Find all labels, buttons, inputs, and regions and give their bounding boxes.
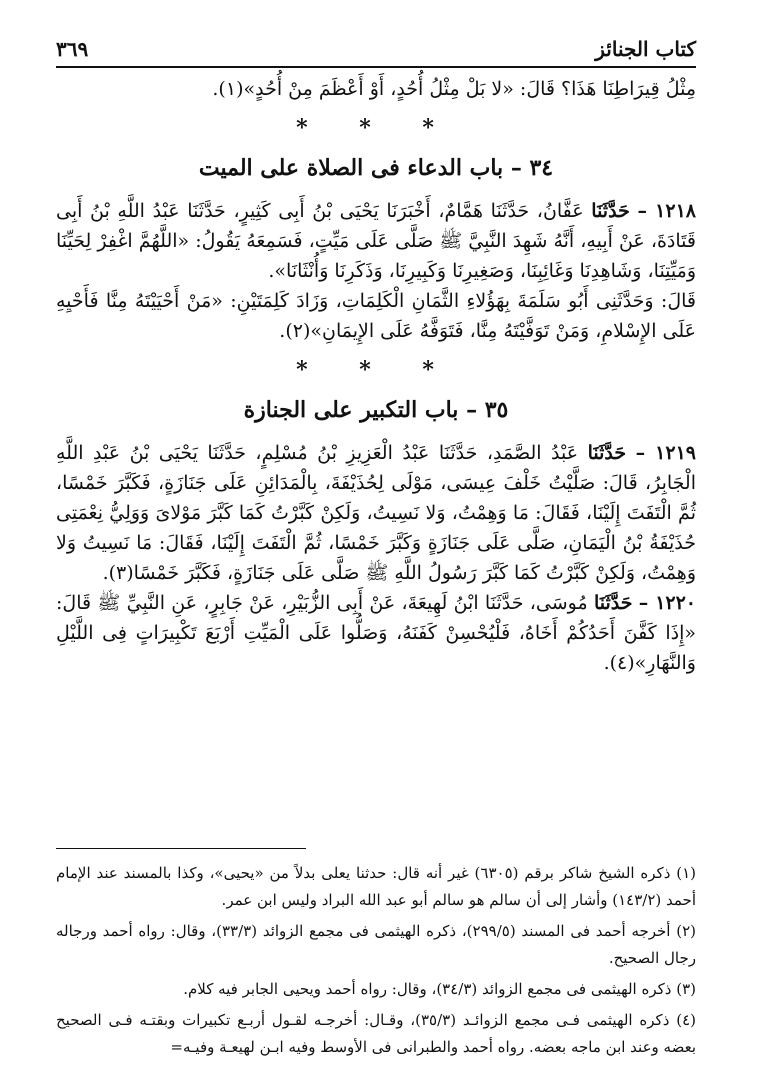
page-body [56,74,696,678]
page-header [56,36,696,68]
hadith-number: ١٢٢٠ – [638,592,697,614]
hadith-1219 [56,438,696,588]
footnote-divider [56,848,306,849]
hadith-1218-continuation: قَالَ: وَحَدَّثَنِى أَبُو سَلَمَةَ بِهَؤُلاءِ الثَّمَانِ الْكَلِمَاتِ، وَزَادَ كَلِمَتَيْنِ: «مَنْ أَحْيَيْتَهُ مِنَّا فَأَحْيِهِ عَلَى الإِسْلامِ، وَمَنْ تَوَفَّيْتَهُ مِنَّا، فَتَوَفَّهُ عَلَى الإِيمَانِ»(٢). [56,290,696,342]
hadith-text: عَبْدُ الصَّمَدِ، حَدَّثَنَا عَبْدُ الْعَزِيزِ بْنُ مُسْلِمٍ، حَدَّثَنَا يَحْيَى بْنُ عَبْدِ اللَّهِ الْجَابِرُ، قَالَ: صَلَّيْتُ خَلْفَ عِيسَى، مَوْلَى لِحُذَيْفَةَ، بِالْمَدَائِنِ عَلَى جَنَازَةٍ، فَكَبَّرَ خَمْسًا، ثُمَّ الْتَفَتَ إِلَيْنَا، فَقَالَ: مَا وَهِمْتُ، وَلا نَسِيتُ، وَلَكِنْ كَبَّرْتُ كَمَا كَبَّرَ مَوْلاىَ وَوَلِيُّ نِعْمَتِى حُذَيْفَةُ بْنُ الْيَمَانِ، صَلَّى عَلَى جَنَازَةٍ وَكَبَّرَ خَمْسًا، ثُمَّ الْتَفَتَ إِلَيْنَا، فَقَالَ: مَا نَسِيتُ وَلا وَهِمْتُ، وَلَكِنْ كَبَّرْتُ كَمَا كَبَّرَ رَسُولُ اللَّهِ ﷺ صَلَّى عَلَى جَنَازَةٍ، فَكَبَّرَ خَمْسًا(٣). [56,442,696,584]
section-separator: * * * [296,115,456,141]
footnote-1: (١) ذكره الشيخ شاكر برقم (٦٣٠٥) غير أنه قال: حدثنا يعلى بدلاً من «يحيى»، وكذا بالمسند عند الإمام أحمد (١٤٣/٢) وأشار إلى أن سالم هو سالم أبو عبد الله البراد وليس ابن عمر. [56,864,696,909]
footnote-2: (٢) أخرجه أحمد فى المسند (٢٩٩/٥)، ذكره الهيثمى فى مجمع الزوائد (٣٣/٣)، وقال: رواه أحمد ورجاله رجال الصحيح. [56,922,696,967]
intro-text: مِثْلُ قِيرَاطِنَا هَذَا؟ قَالَ: «لا بَلْ مِثْلُ أُحُدٍ، أَوْ أَعْظَمَ مِنْ أُحُدٍ»(١). [212,78,696,100]
footnote-3: (٣) ذكره الهيثمى فى مجمع الزوائد (٣٤/٣)، وقال: رواه أحمد ويحيى الجابر فيه كلام. [183,980,696,998]
hadith-1218 [56,196,696,286]
page-number: ٣٦٩ [56,37,89,61]
footnote-4: (٤) ذكره الهيثمى فـى مجمع الزوائـد (٣٥/٣)، وقـال: أخرجـه لقـول أربـع تكبيرات وبقتـه فـى الصحيح بعضه وعند ابن ماجه بعضه. رواه أحمد والطبرانى فى الأوسط وفيه ابـن لهيعـة وفيـه= [56,1011,696,1056]
hadith-1220 [56,588,696,678]
chapter-35-title: ٣٥ – باب التكبير على الجنازة [243,397,509,423]
hadith-lead: حَدَّثَنَا [593,592,633,614]
hadith-number: ١٢١٨ – [637,200,696,222]
hadith-text: عَفَّانُ، حَدَّثَنَا هَمَّامٌ، أَخْبَرَنَا يَحْيَى بْنُ أَبِى كَثِيرٍ، حَدَّثَنَا عَبْدُ اللَّهِ بْنُ أَبِى قَتَادَةَ، عَنْ أَبِيهِ، أَنَّهُ شَهِدَ النَّبِيَّ ﷺ صَلَّى عَلَى مَيِّتٍ، فَسَمِعَهُ يَقُولُ: «اللَّهُمَّ اغْفِرْ لِحَيِّنَا وَمَيِّتِنَا، وَشَاهِدِنَا وَغَائِبِنَا، وَصَغِيرِنَا وَكَبِيرِنَا، وَذَكَرِنَا وَأُنْثَانَا». [56,200,696,282]
hadith-text: مُوسَى، حَدَّثَنَا ابْنُ لَهِيعَةَ، عَنْ أَبِى الزُّبَيْرِ، عَنْ جَابِرٍ، عَنِ النَّبِيِّ ﷺ قَالَ: «إِذَا كَفَّنَ أَحَدُكُمْ أَخَاهُ، فَلْيُحْسِنْ كَفَنَهُ، وَصَلُّوا عَلَى الْمَيِّتِ أَرْبَعَ تَكْبِيرَاتٍ فِى اللَّيْلِ وَالنَّهَارِ»(٤). [56,592,696,674]
footnotes [56,860,696,1065]
hadith-lead: حَدَّثَنَا [587,442,627,464]
running-title: كتاب الجنائز [595,37,696,61]
chapter-34-title: ٣٤ – باب الدعاء فى الصلاة على الميت [198,155,554,181]
section-separator: * * * [296,357,456,383]
hadith-lead: حَدَّثَنَا [591,200,630,222]
hadith-number: ١٢١٩ – [635,442,696,464]
